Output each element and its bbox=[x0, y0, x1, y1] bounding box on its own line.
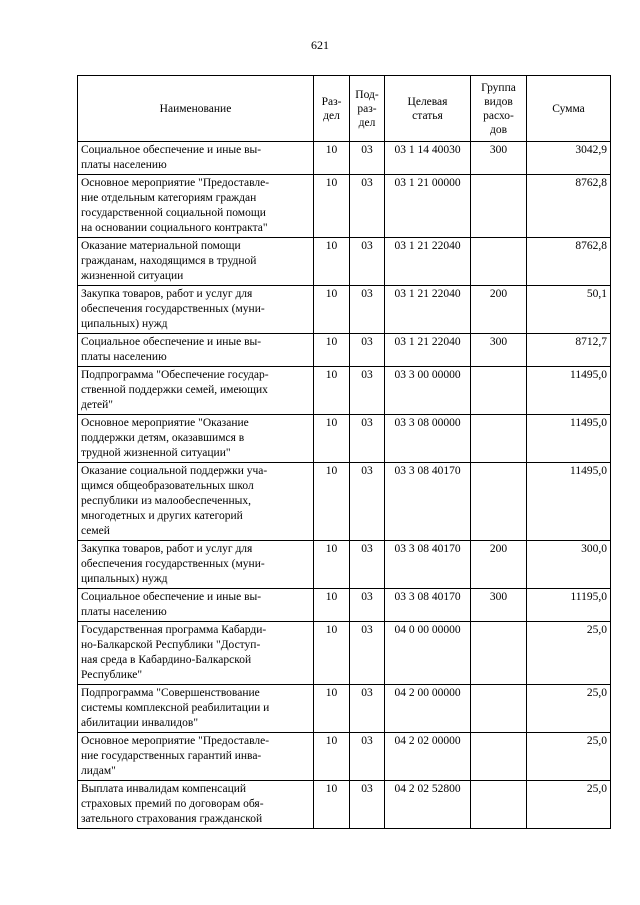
row-sum-cell: 8712,7 bbox=[527, 334, 611, 367]
header-subsection bbox=[350, 76, 385, 142]
header-article-text: Целевая статья bbox=[407, 95, 448, 122]
page-number: 621 bbox=[311, 38, 329, 52]
row-name-cell: Основное мероприятие "Предоставле- ние отдельным категориям граждан государственной социальной помощи на основании социального контракта" bbox=[78, 175, 314, 238]
row-sum-cell: 50,1 bbox=[527, 286, 611, 334]
row-section-cell: 10 bbox=[314, 541, 350, 589]
row-section-cell: 10 bbox=[314, 142, 350, 175]
table-header-row bbox=[78, 76, 611, 142]
row-section-cell: 10 bbox=[314, 334, 350, 367]
row-section-cell: 10 bbox=[314, 175, 350, 238]
table-row bbox=[78, 589, 611, 622]
table-row bbox=[78, 733, 611, 781]
row-article-cell: 04 2 02 00000 bbox=[385, 733, 471, 781]
row-article-cell: 04 0 00 00000 bbox=[385, 622, 471, 685]
row-name-cell: Подпрограмма "Обеспечение государ- ственной поддержки семей, имеющих детей" bbox=[78, 367, 314, 415]
row-group-cell: 200 bbox=[471, 541, 527, 589]
table-row bbox=[78, 622, 611, 685]
row-name-cell: Основное мероприятие "Оказание поддержки детям, оказавшимся в трудной жизненной ситуации" bbox=[78, 415, 314, 463]
row-article-cell: 03 3 08 40170 bbox=[385, 541, 471, 589]
header-sum: Сумма bbox=[527, 76, 611, 142]
table-row bbox=[78, 685, 611, 733]
row-sum-cell: 8762,8 bbox=[527, 175, 611, 238]
row-sum-cell: 11495,0 bbox=[527, 415, 611, 463]
row-group-cell bbox=[471, 733, 527, 781]
row-sum-cell: 25,0 bbox=[527, 622, 611, 685]
row-section-cell: 10 bbox=[314, 286, 350, 334]
table-row bbox=[78, 238, 611, 286]
row-section-cell: 10 bbox=[314, 685, 350, 733]
row-subsection-cell: 03 bbox=[350, 142, 385, 175]
row-subsection-cell: 03 bbox=[350, 334, 385, 367]
row-section-cell: 10 bbox=[314, 415, 350, 463]
table-row bbox=[78, 286, 611, 334]
row-group-cell bbox=[471, 685, 527, 733]
row-article-cell: 04 2 00 00000 bbox=[385, 685, 471, 733]
row-group-cell bbox=[471, 463, 527, 541]
row-subsection-cell: 03 bbox=[350, 463, 385, 541]
table-row bbox=[78, 463, 611, 541]
row-section-cell: 10 bbox=[314, 733, 350, 781]
row-sum-cell: 11495,0 bbox=[527, 367, 611, 415]
row-sum-cell: 25,0 bbox=[527, 685, 611, 733]
row-group-cell bbox=[471, 367, 527, 415]
row-article-cell: 03 3 08 00000 bbox=[385, 415, 471, 463]
header-section bbox=[314, 76, 350, 142]
table-row bbox=[78, 334, 611, 367]
row-name-cell: Закупка товаров, работ и услуг для обеспечения государственных (муни- ципальных) нужд bbox=[78, 541, 314, 589]
row-sum-cell: 3042,9 bbox=[527, 142, 611, 175]
header-group bbox=[471, 76, 527, 142]
row-subsection-cell: 03 bbox=[350, 733, 385, 781]
row-subsection-cell: 03 bbox=[350, 367, 385, 415]
row-name-cell: Закупка товаров, работ и услуг для обеспечения государственных (муни- ципальных) нужд bbox=[78, 286, 314, 334]
row-sum-cell: 11495,0 bbox=[527, 463, 611, 541]
row-sum-cell: 8762,8 bbox=[527, 238, 611, 286]
row-name-cell: Подпрограмма "Совершенствование системы комплексной реабилитации и абилитации инвалидов" bbox=[78, 685, 314, 733]
table-row bbox=[78, 415, 611, 463]
header-subsection-text: Под- раз- дел bbox=[355, 88, 379, 129]
row-name-cell: Оказание материальной помощи гражданам, находящимся в трудной жизненной ситуации bbox=[78, 238, 314, 286]
row-group-cell bbox=[471, 622, 527, 685]
row-subsection-cell: 03 bbox=[350, 286, 385, 334]
header-article bbox=[385, 76, 471, 142]
row-name-cell: Социальное обеспечение и иные вы- платы населению bbox=[78, 142, 314, 175]
row-subsection-cell: 03 bbox=[350, 589, 385, 622]
budget-table bbox=[77, 75, 611, 829]
row-subsection-cell: 03 bbox=[350, 541, 385, 589]
row-subsection-cell: 03 bbox=[350, 415, 385, 463]
table-row bbox=[78, 781, 611, 829]
row-section-cell: 10 bbox=[314, 463, 350, 541]
row-name-cell: Государственная программа Кабарди- но-Балкарской Республики "Доступ- ная среда в Кабардино-Балкарской Республике" bbox=[78, 622, 314, 685]
row-subsection-cell: 03 bbox=[350, 175, 385, 238]
row-group-cell: 200 bbox=[471, 286, 527, 334]
row-section-cell: 10 bbox=[314, 622, 350, 685]
row-sum-cell: 25,0 bbox=[527, 781, 611, 829]
row-article-cell: 03 3 00 00000 bbox=[385, 367, 471, 415]
row-group-cell bbox=[471, 238, 527, 286]
row-sum-cell: 11195,0 bbox=[527, 589, 611, 622]
row-section-cell: 10 bbox=[314, 589, 350, 622]
header-name: Наименование bbox=[78, 76, 314, 142]
row-article-cell: 03 1 21 22040 bbox=[385, 238, 471, 286]
row-name-cell: Социальное обеспечение и иные вы- платы населению bbox=[78, 589, 314, 622]
row-sum-cell: 300,0 bbox=[527, 541, 611, 589]
row-subsection-cell: 03 bbox=[350, 238, 385, 286]
header-group-text: Группа видов расхо- дов bbox=[481, 81, 516, 136]
row-name-cell: Социальное обеспечение и иные вы- платы населению bbox=[78, 334, 314, 367]
row-section-cell: 10 bbox=[314, 238, 350, 286]
row-group-cell: 300 bbox=[471, 334, 527, 367]
table-row bbox=[78, 541, 611, 589]
row-name-cell: Основное мероприятие "Предоставле- ние государственных гарантий инва- лидам" bbox=[78, 733, 314, 781]
row-name-cell: Выплата инвалидам компенсаций страховых премий по договорам обя- зательного страхования гражданской bbox=[78, 781, 314, 829]
row-section-cell: 10 bbox=[314, 781, 350, 829]
row-article-cell: 03 1 21 00000 bbox=[385, 175, 471, 238]
row-section-cell: 10 bbox=[314, 367, 350, 415]
row-name-cell: Оказание социальной поддержки уча- щимся общеобразовательных школ республики из малообеспеченных, многодетных и других категорий семей bbox=[78, 463, 314, 541]
row-subsection-cell: 03 bbox=[350, 685, 385, 733]
row-group-cell bbox=[471, 415, 527, 463]
header-section-text: Раз- дел bbox=[321, 95, 342, 122]
row-subsection-cell: 03 bbox=[350, 622, 385, 685]
row-article-cell: 03 3 08 40170 bbox=[385, 463, 471, 541]
row-subsection-cell: 03 bbox=[350, 781, 385, 829]
row-sum-cell: 25,0 bbox=[527, 733, 611, 781]
row-group-cell bbox=[471, 781, 527, 829]
table-row bbox=[78, 175, 611, 238]
row-article-cell: 03 1 14 40030 bbox=[385, 142, 471, 175]
table-row bbox=[78, 142, 611, 175]
row-group-cell bbox=[471, 175, 527, 238]
table-row bbox=[78, 367, 611, 415]
row-article-cell: 03 1 21 22040 bbox=[385, 286, 471, 334]
row-article-cell: 03 1 21 22040 bbox=[385, 334, 471, 367]
row-article-cell: 04 2 02 52800 bbox=[385, 781, 471, 829]
row-group-cell: 300 bbox=[471, 142, 527, 175]
row-group-cell: 300 bbox=[471, 589, 527, 622]
row-article-cell: 03 3 08 40170 bbox=[385, 589, 471, 622]
